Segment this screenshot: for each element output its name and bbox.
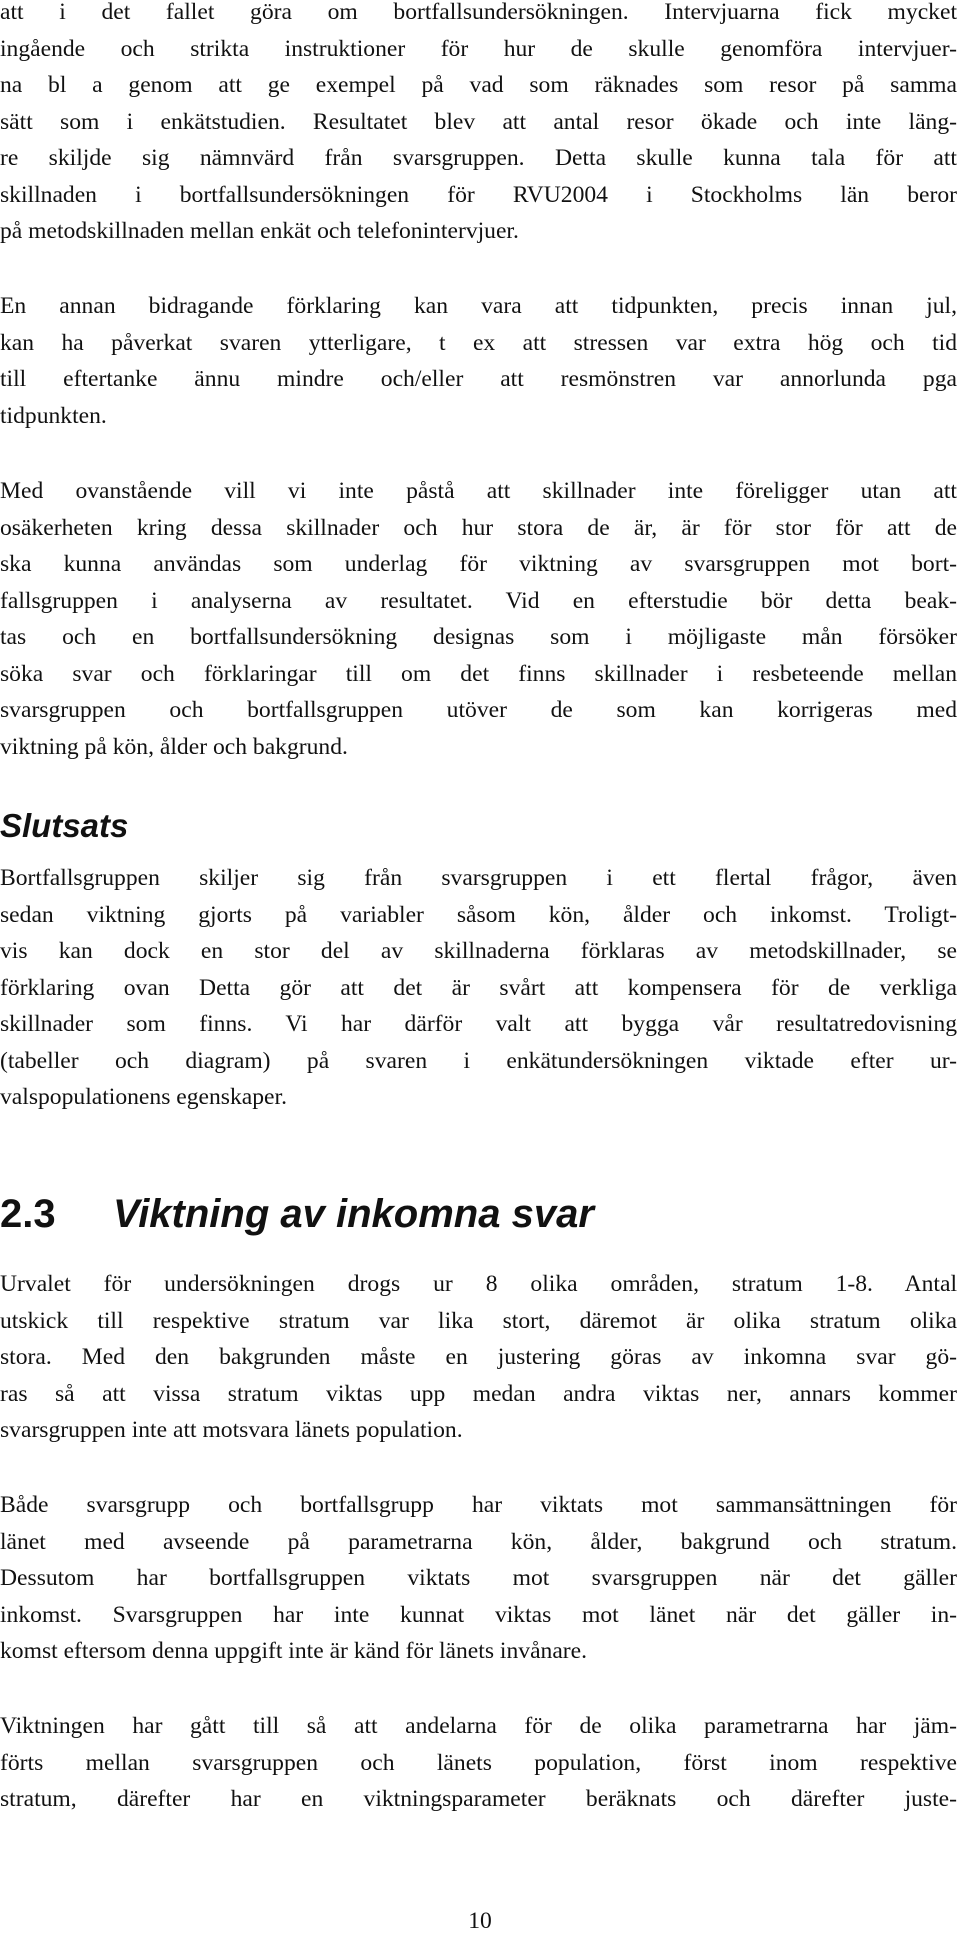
text-line: sätt som i enkätstudien. Resultatet blev att antal resor ökade och inte läng-	[0, 108, 957, 135]
text-line: länet med avseende på parametrarna kön, ålder, bakgrund och stratum.	[0, 1528, 957, 1555]
text-line: sedan viktning gjorts på variabler såsom kön, ålder och inkomst. Troligt-	[0, 901, 957, 928]
text-line: på metodskillnaden mellan enkät och telefonintervjuer.	[0, 218, 519, 244]
text-line: En annan bidragande förklaring kan vara att tidpunkten, precis innan jul,	[0, 293, 957, 319]
paragraph-6	[0, 1487, 957, 1670]
text-line: fallsgruppen i analyserna av resultatet. Vid en efterstudie bör detta beak-	[0, 587, 957, 614]
section-title: Viktning av inkomna svar	[113, 1192, 594, 1236]
text-line: skillnader som finns. Vi har därför valt att bygga vår resultatredovisning	[0, 1011, 957, 1037]
paragraph-2	[0, 288, 957, 434]
text-line: Både svarsgrupp och bortfallsgrupp har viktats mot sammansättningen för	[0, 1492, 957, 1518]
text-line: utskick till respektive stratum var lika stort, däremot är olika stratum olika	[0, 1307, 957, 1334]
page-number: 10	[468, 1908, 492, 1934]
section-heading	[0, 1190, 594, 1238]
text-line: komst eftersom denna uppgift inte är känd för länets invånare.	[0, 1638, 588, 1664]
text-line: kan ha påverkat svaren ytterligare, t ex att stressen var extra hög och tid	[0, 329, 957, 356]
text-line: till eftertanke ännu mindre och/eller att resmönstren var annorlunda pga	[0, 366, 957, 392]
text-line: förts mellan svarsgruppen och länets population, först inom respektive	[0, 1749, 957, 1776]
text-line: svarsgruppen inte att motsvara länets population.	[0, 1417, 463, 1443]
text-line: tidpunkten.	[0, 402, 107, 429]
text-line: tas och en bortfallsundersökning designas som i möjligaste mån försöker	[0, 624, 957, 650]
text-line: vis kan dock en stor del av skillnaderna förklaras av metodskillnader, se	[0, 938, 957, 964]
paragraph-4	[0, 860, 957, 1116]
text-line: skillnaden i bortfallsundersökningen för RVU2004 i Stockholms län beror	[0, 181, 957, 208]
text-line: Med ovanstående vill vi inte påstå att skillnader inte föreligger utan att	[0, 478, 957, 504]
text-line: re skiljde sig nämnvärd från svarsgruppen. Detta skulle kunna tala för att	[0, 145, 957, 171]
text-line: inkomst. Svarsgruppen har inte kunnat viktas mot länet när det gäller in-	[0, 1601, 957, 1628]
text-line: att i det fallet göra om bortfallsundersökningen. Intervjuarna fick mycket	[0, 0, 957, 25]
heading-slutsats: Slutsats	[0, 807, 129, 844]
section-number: 2.3	[0, 1192, 56, 1236]
text-line: Urvalet för undersökningen drogs ur 8 olika områden, stratum 1-8. Antal	[0, 1271, 957, 1297]
paragraph-1	[0, 0, 957, 250]
text-line: svarsgruppen och bortfallsgruppen utöver de som kan korrigeras med	[0, 697, 957, 723]
paragraph-7	[0, 1708, 957, 1818]
paragraph-3	[0, 473, 957, 765]
text-line: Viktningen har gått till så att andelarna för de olika parametrarna har jäm-	[0, 1713, 957, 1739]
text-line: Bortfallsgruppen skiljer sig från svarsgruppen i ett flertal frågor, även	[0, 865, 957, 891]
text-line: osäkerheten kring dessa skillnader och hur stora de är, är för stor för att de	[0, 514, 957, 541]
text-line: ingående och strikta instruktioner för hur de skulle genomföra intervjuer-	[0, 35, 957, 62]
text-line: ras så att vissa stratum viktas upp medan andra viktas ner, annars kommer	[0, 1380, 957, 1407]
text-line: ska kunna användas som underlag för viktning av svarsgruppen mot bort-	[0, 551, 957, 577]
text-line: Dessutom har bortfallsgruppen viktats mot svarsgruppen när det gäller	[0, 1565, 957, 1591]
text-line: na bl a genom att ge exempel på vad som räknades som resor på samma	[0, 72, 957, 98]
text-line: förklaring ovan Detta gör att det är svårt att kompensera för de verkliga	[0, 974, 957, 1001]
paragraph-5	[0, 1266, 957, 1449]
text-line: stratum, därefter har en viktningsparameter beräknats och därefter juste-	[0, 1786, 957, 1812]
text-line: söka svar och förklaringar till om det finns skillnader i resbeteende mellan	[0, 660, 957, 687]
text-line: valspopulationens egenskaper.	[0, 1084, 287, 1110]
text-line: stora. Med den bakgrunden måste en justering göras av inkomna svar gö-	[0, 1344, 957, 1370]
text-line: viktning på kön, ålder och bakgrund.	[0, 733, 348, 760]
text-line: (tabeller och diagram) på svaren i enkätundersökningen viktade efter ur-	[0, 1047, 957, 1074]
